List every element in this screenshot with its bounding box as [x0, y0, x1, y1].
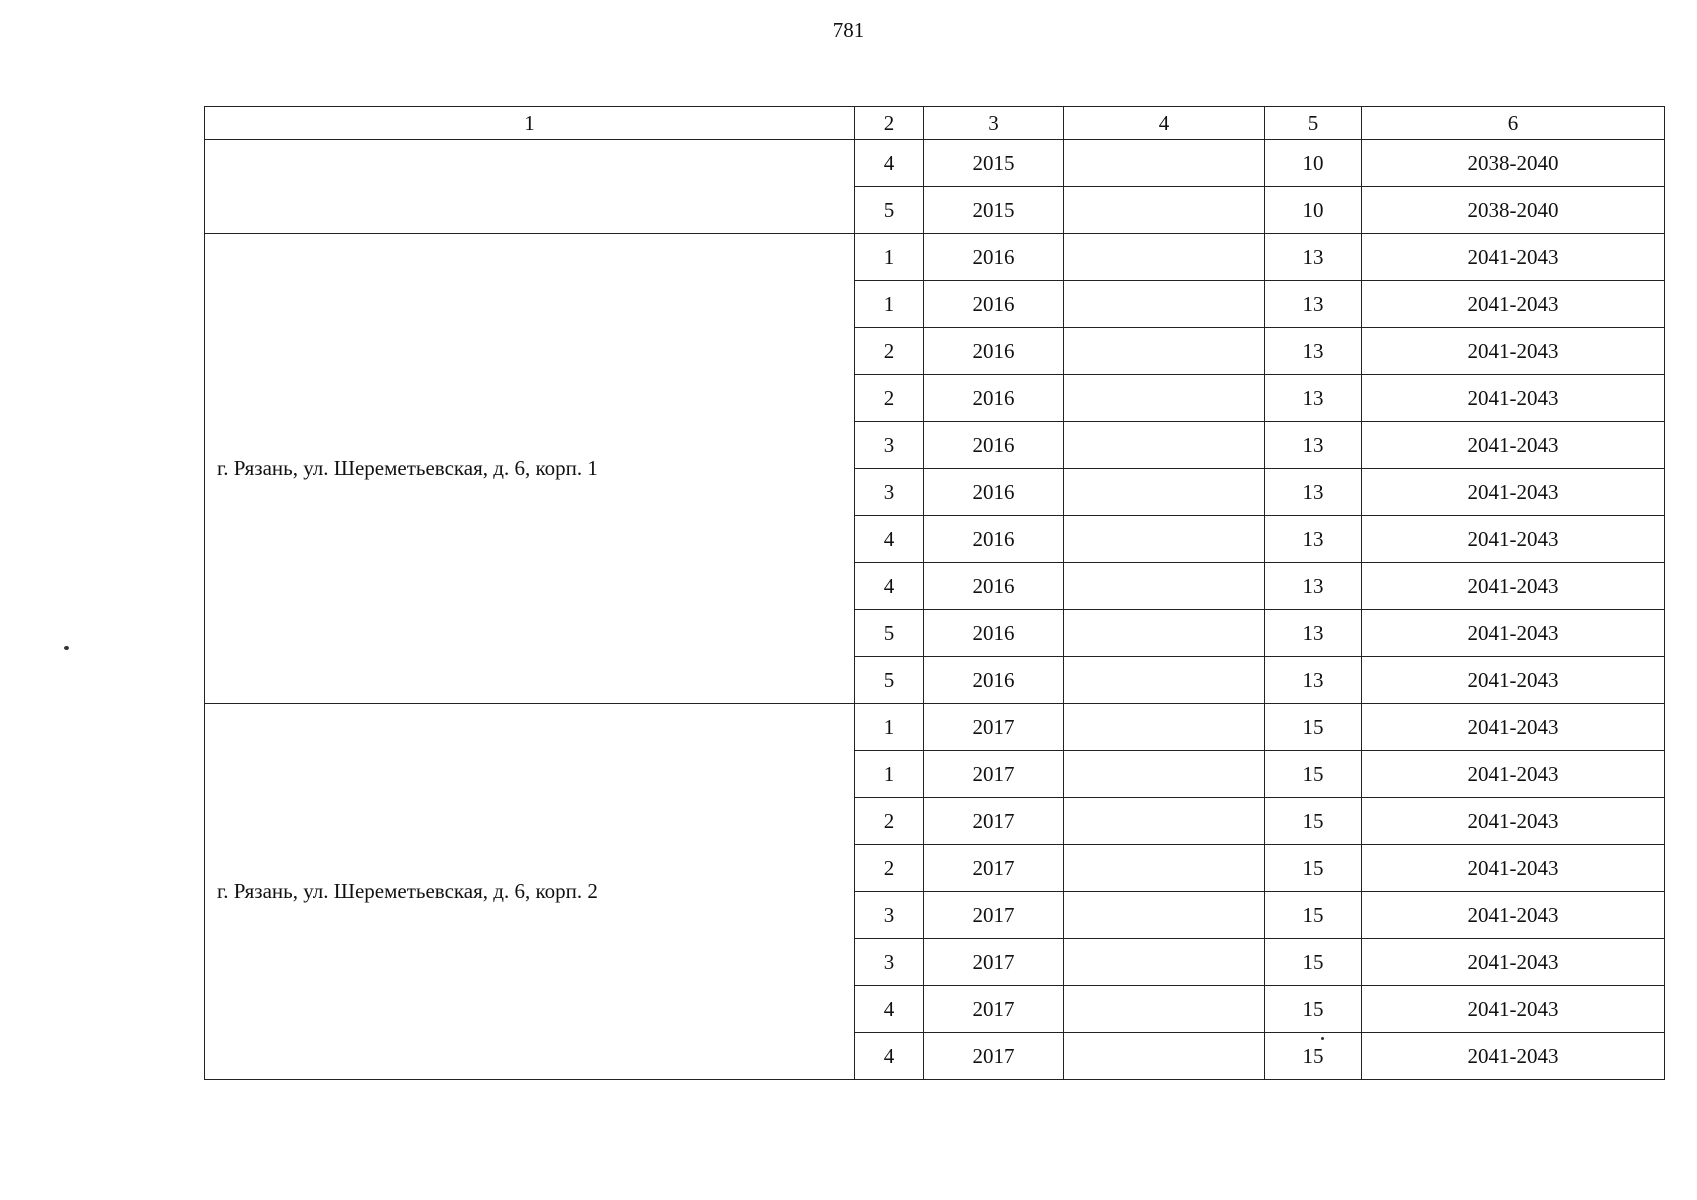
col-2-cell: 1: [855, 234, 924, 281]
col-6-cell: 2041-2043: [1362, 986, 1665, 1033]
scan-speck: [64, 646, 69, 650]
col-4-cell: [1064, 187, 1265, 234]
schedule-table: [204, 106, 1665, 1080]
col-6-cell: 2041-2043: [1362, 563, 1665, 610]
col-6-cell: 2041-2043: [1362, 1033, 1665, 1080]
col-4-cell: [1064, 281, 1265, 328]
col-2-cell: 4: [855, 563, 924, 610]
col-5-cell: 13: [1265, 281, 1362, 328]
col-5-cell: 13: [1265, 422, 1362, 469]
col-6-cell: 2041-2043: [1362, 422, 1665, 469]
col-3-cell: 2016: [924, 516, 1064, 563]
col-4-cell: [1064, 751, 1265, 798]
col-3-cell: 2017: [924, 892, 1064, 939]
col-5-cell: 10: [1265, 140, 1362, 187]
col-3-cell: 2016: [924, 422, 1064, 469]
col-5-cell: 13: [1265, 610, 1362, 657]
col-6-cell: 2041-2043: [1362, 469, 1665, 516]
col-4-cell: [1064, 892, 1265, 939]
col-4-cell: [1064, 704, 1265, 751]
col-4-cell: [1064, 610, 1265, 657]
col-3-cell: 2017: [924, 704, 1064, 751]
table-body: [205, 140, 1665, 1080]
address-cell: [205, 140, 855, 234]
col-2-cell: 3: [855, 422, 924, 469]
col-4-cell: [1064, 657, 1265, 704]
col-2-cell: 3: [855, 892, 924, 939]
col-6-cell: 2041-2043: [1362, 657, 1665, 704]
col-6-cell: 2041-2043: [1362, 798, 1665, 845]
col-6-cell: 2041-2043: [1362, 328, 1665, 375]
header-col-1: 1: [205, 107, 855, 140]
col-3-cell: 2017: [924, 939, 1064, 986]
col-3-cell: 2016: [924, 469, 1064, 516]
col-3-cell: 2016: [924, 563, 1064, 610]
table-header: [205, 107, 1665, 140]
col-5-cell: 15: [1265, 798, 1362, 845]
col-3-cell: 2016: [924, 657, 1064, 704]
col-3-cell: 2017: [924, 845, 1064, 892]
header-col-2: 2: [855, 107, 924, 140]
col-4-cell: [1064, 234, 1265, 281]
table-row: [205, 704, 1665, 751]
col-5-cell: 15: [1265, 892, 1362, 939]
col-4-cell: [1064, 986, 1265, 1033]
col-2-cell: 1: [855, 281, 924, 328]
col-6-cell: 2041-2043: [1362, 610, 1665, 657]
col-6-cell: 2041-2043: [1362, 375, 1665, 422]
table-row: [205, 140, 1665, 187]
col-4-cell: [1064, 422, 1265, 469]
col-6-cell: 2041-2043: [1362, 845, 1665, 892]
col-4-cell: [1064, 1033, 1265, 1080]
col-4-cell: [1064, 516, 1265, 563]
col-2-cell: 1: [855, 751, 924, 798]
header-row: [205, 107, 1665, 140]
page-number: 781: [832, 18, 865, 42]
col-2-cell: 3: [855, 469, 924, 516]
col-5-cell: 15: [1265, 704, 1362, 751]
col-5-cell: 13: [1265, 516, 1362, 563]
col-3-cell: 2016: [924, 328, 1064, 375]
col-6-cell: 2041-2043: [1362, 281, 1665, 328]
table-row: [205, 234, 1665, 281]
col-2-cell: 5: [855, 187, 924, 234]
col-4-cell: [1064, 375, 1265, 422]
col-5-cell: 13: [1265, 563, 1362, 610]
col-2-cell: 1: [855, 704, 924, 751]
header-col-6: 6: [1362, 107, 1665, 140]
col-6-cell: 2041-2043: [1362, 892, 1665, 939]
col-2-cell: 2: [855, 798, 924, 845]
col-4-cell: [1064, 328, 1265, 375]
col-2-cell: 5: [855, 610, 924, 657]
col-2-cell: 2: [855, 328, 924, 375]
col-2-cell: 4: [855, 516, 924, 563]
col-3-cell: 2015: [924, 187, 1064, 234]
col-4-cell: [1064, 563, 1265, 610]
scan-speck: [1321, 1037, 1324, 1040]
col-4-cell: [1064, 798, 1265, 845]
col-4-cell: [1064, 939, 1265, 986]
col-6-cell: 2038-2040: [1362, 187, 1665, 234]
col-5-cell: 13: [1265, 234, 1362, 281]
col-6-cell: 2041-2043: [1362, 516, 1665, 563]
col-2-cell: 2: [855, 375, 924, 422]
col-5-cell: 15: [1265, 1033, 1362, 1080]
col-5-cell: 15: [1265, 845, 1362, 892]
col-6-cell: 2038-2040: [1362, 140, 1665, 187]
col-3-cell: 2017: [924, 751, 1064, 798]
col-2-cell: 4: [855, 1033, 924, 1080]
col-3-cell: 2017: [924, 798, 1064, 845]
address-cell: г. Рязань, ул. Шереметьевская, д. 6, корп. 2: [205, 704, 855, 1080]
col-5-cell: 15: [1265, 986, 1362, 1033]
col-4-cell: [1064, 845, 1265, 892]
header-col-3: 3: [924, 107, 1064, 140]
col-5-cell: 10: [1265, 187, 1362, 234]
col-4-cell: [1064, 140, 1265, 187]
col-5-cell: 13: [1265, 657, 1362, 704]
col-3-cell: 2017: [924, 1033, 1064, 1080]
col-5-cell: 15: [1265, 751, 1362, 798]
header-col-4: 4: [1064, 107, 1265, 140]
col-5-cell: 13: [1265, 375, 1362, 422]
col-5-cell: 13: [1265, 328, 1362, 375]
col-3-cell: 2015: [924, 140, 1064, 187]
col-2-cell: 3: [855, 939, 924, 986]
col-3-cell: 2017: [924, 986, 1064, 1033]
col-5-cell: 15: [1265, 939, 1362, 986]
col-2-cell: 4: [855, 140, 924, 187]
col-3-cell: 2016: [924, 234, 1064, 281]
col-6-cell: 2041-2043: [1362, 939, 1665, 986]
col-2-cell: 5: [855, 657, 924, 704]
col-5-cell: 13: [1265, 469, 1362, 516]
col-6-cell: 2041-2043: [1362, 234, 1665, 281]
col-6-cell: 2041-2043: [1362, 704, 1665, 751]
header-col-5: 5: [1265, 107, 1362, 140]
col-3-cell: 2016: [924, 610, 1064, 657]
col-2-cell: 4: [855, 986, 924, 1033]
col-4-cell: [1064, 469, 1265, 516]
col-2-cell: 2: [855, 845, 924, 892]
col-3-cell: 2016: [924, 375, 1064, 422]
col-6-cell: 2041-2043: [1362, 751, 1665, 798]
col-3-cell: 2016: [924, 281, 1064, 328]
address-cell: г. Рязань, ул. Шереметьевская, д. 6, корп. 1: [205, 234, 855, 704]
